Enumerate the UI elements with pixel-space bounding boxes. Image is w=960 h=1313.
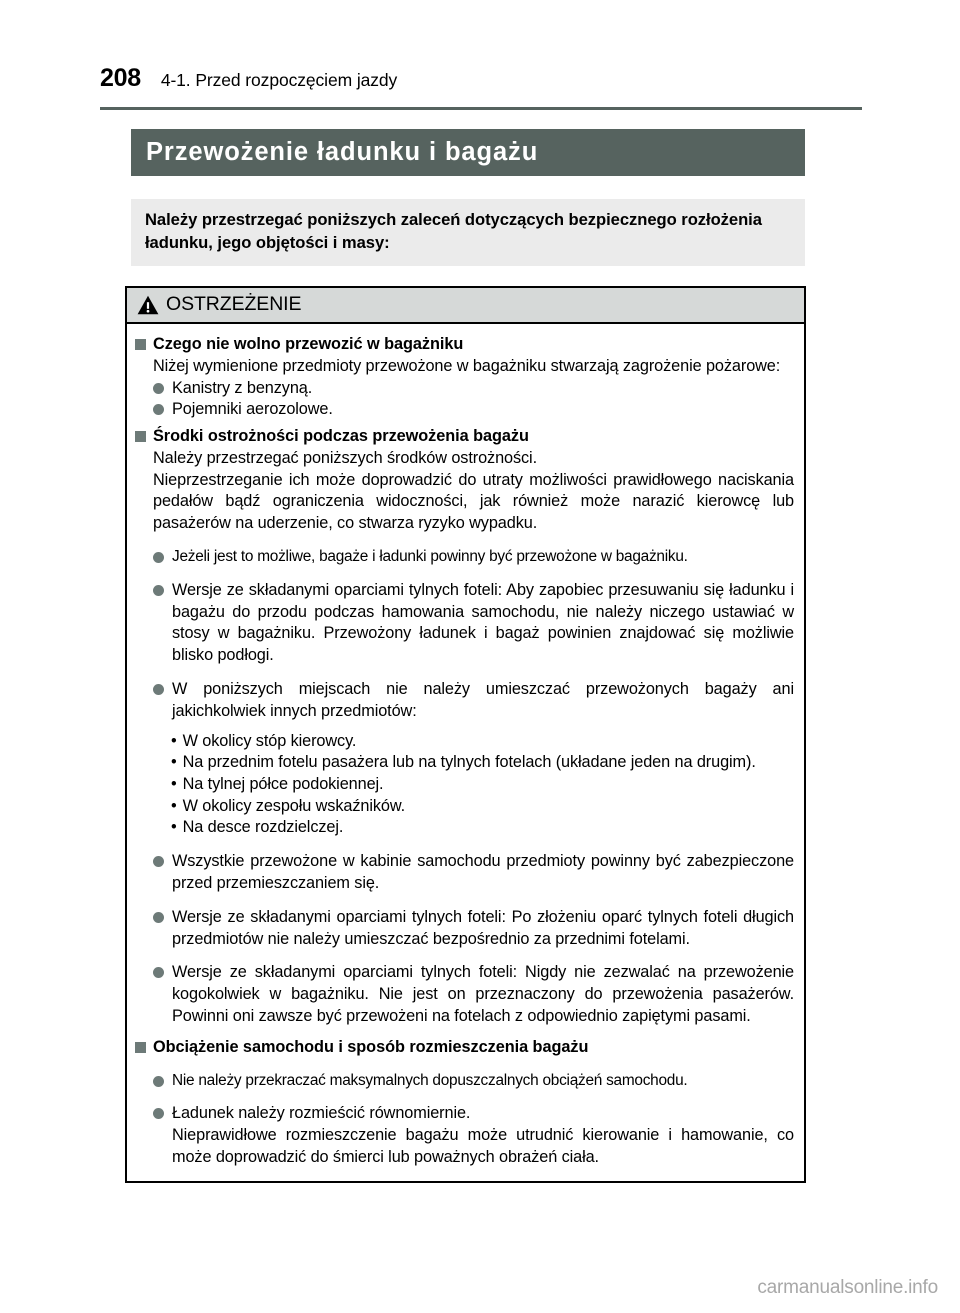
dot-bullet-icon [153,1108,164,1119]
list-item [153,378,794,400]
sub-list-item [171,774,794,796]
section-title: Środki ostrożności podczas przewożenia bagażu [153,427,529,446]
warning-triangle-icon [137,295,159,315]
dot-bullet-icon [153,585,164,596]
sub-list-item-text: Na tylnej półce podokiennej. [182,775,384,794]
list-item-text: W poniższych miejscach nie należy umieszczać przewożonych bagaży ani jakichkolwiek innych przedmiotów: [172,680,794,720]
section-paragraph: Nieprzestrzeganie ich może doprowadzić do utraty możliwości prawidłowego naciskania pedałów bądź ograniczenia widoczności, jak również może narazić kierowcę lub pasażerów na uderzenie, co stwarza ryzyko wypadku. [153,470,794,533]
section-paragraph: Niżej wymienione przedmioty przewożone w bagażniku stwarzają zagrożenie pożarowe: [153,356,781,375]
warning-section-heading [135,1037,794,1059]
list-item-text: Wersje ze składanymi oparciami tylnych foteli: Aby zapobiec przesuwaniu się ładunku i bagażu do przodu podczas hamowania samochodu, nie należy niczego ustawiać w stosy w bagażniku. Przewożony ładunek i bagaż powinien znajdować się możliwie blisko podłogi. [172,580,794,665]
dot-bullet-icon [153,552,164,563]
dot-bullet-icon [153,856,164,867]
header-section-title: 4-1. Przed rozpoczęciem jazdy [160,70,398,90]
sub-list-item [171,731,794,753]
list-item-text: Wersje ze składanymi oparciami tylnych foteli: Nigdy nie zezwalać na przewożenie kogokolwiek w bagażniku. Nie jest on przeznaczony do przewożenia pasażerów. Powinni oni zawsze być przewożeni na fotelach z odpowiednio zapiętymi pasami. [172,963,794,1026]
intro-text: Należy przestrzegać poniższych zaleceń dotyczących bezpiecznego rozłożenia ładunku, jego objętości i masy: [145,210,762,253]
chapter-title-bar [131,129,805,176]
list-item [153,962,794,1027]
sub-bullet-icon: • [171,753,177,772]
list-item-text: Wszystkie przewożone w kabinie samochodu przedmioty powinny być zabezpieczone przed przemieszczaniem się. [172,852,794,892]
sub-bullet-icon: • [171,818,177,837]
sub-list-item [171,817,794,839]
list-item [153,1103,794,1125]
warning-section-heading [135,426,794,448]
sub-list-item-text: Na desce rozdzielczej. [182,818,344,837]
section-title: Czego nie wolno przewozić w bagażniku [153,335,464,353]
page-running-header [100,66,862,91]
list-item [153,851,794,895]
dot-bullet-icon [153,1076,164,1087]
dot-bullet-icon [153,684,164,695]
square-bullet-icon [135,431,146,442]
square-bullet-icon [135,339,146,350]
list-item-text: Wersje ze składanymi oparciami tylnych foteli: Po złożeniu oparć tylnych foteli długich przedmiotów nie należy umieszczać bezpośrednio za przednimi fotelami. [172,907,794,948]
warning-header [127,288,804,324]
sub-list-item-text: Na przednim fotelu pasażera lub na tylnych fotelach (układane jeden na drugim). [182,753,756,772]
sub-bullet-icon: • [171,731,177,750]
page-number: 208 [100,64,141,92]
dot-bullet-icon [153,383,164,394]
site-watermark: carmanualsonline.info [757,1277,938,1298]
list-item-text: Kanistry z benzyną. [172,378,313,397]
list-item-text: Ładunek należy rozmieścić równomiernie. [172,1104,471,1123]
list-item-text: Nie należy przekraczać maksymalnych dopuszczalnych obciążeń samochodu. [172,1071,688,1089]
dot-bullet-icon [153,404,164,415]
sub-bullet-icon: • [171,775,177,794]
sub-bullet-icon: • [171,796,177,815]
list-item [153,679,794,723]
intro-callout-box [131,199,805,266]
chapter-title: Przewożenie ładunku i bagażu [146,138,539,166]
header-divider-rule [100,107,862,110]
warning-heading: OSTRZEŻENIE [166,293,302,316]
dot-bullet-icon [153,912,164,923]
list-item [153,580,794,667]
sub-list-item [171,796,794,818]
warning-box [125,286,806,1183]
list-item [153,907,794,951]
square-bullet-icon [135,1042,146,1053]
warning-body [127,324,804,1181]
dot-bullet-icon [153,967,164,978]
list-item [153,399,794,421]
warning-section-heading [135,334,794,356]
sub-list-item [171,752,794,774]
section-paragraph: Należy przestrzegać poniższych środków ostrożności. [153,448,537,467]
section-trailing-paragraph: Nieprawidłowe rozmieszczenie bagażu może utrudnić kierowanie i hamowanie, co może doprowadzić do śmierci lub poważnych obrażeń ciała. [172,1126,794,1166]
list-item [153,1071,794,1092]
sub-list-item-text: W okolicy stóp kierowcy. [182,731,357,750]
sub-list-item-text: W okolicy zespołu wskaźników. [182,796,406,815]
list-item [153,547,794,568]
section-title: Obciążenie samochodu i sposób rozmieszczenia bagażu [153,1037,589,1056]
list-item-text: Pojemniki aerozolowe. [172,400,333,419]
sub-list [171,731,794,839]
list-item-text: Jeżeli jest to możliwe, bagaże i ładunki powinny być przewożone w bagażniku. [172,548,688,566]
